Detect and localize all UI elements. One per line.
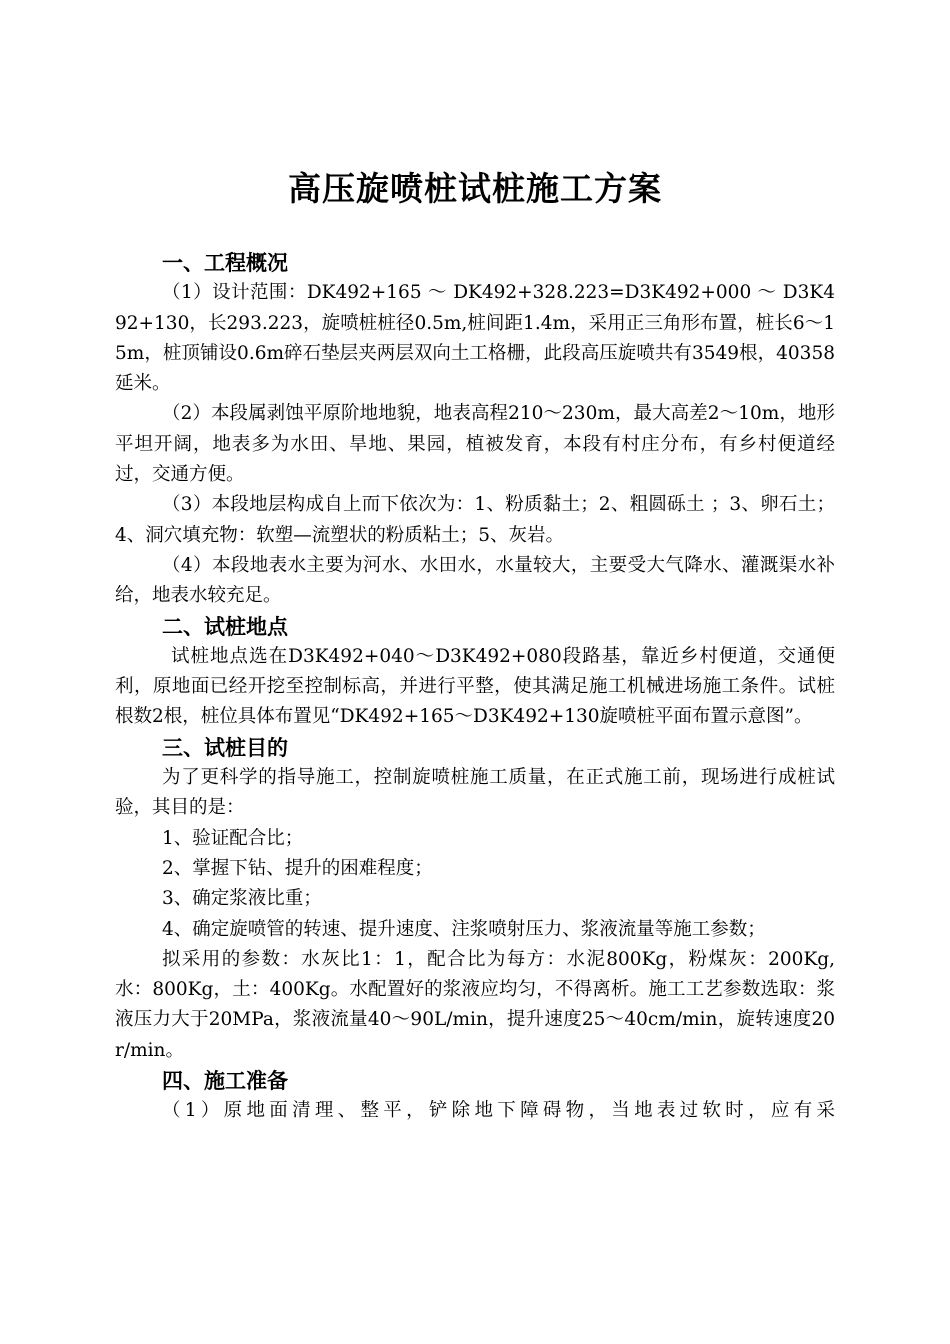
purpose-item-3: 3、确定浆液比重； (162, 888, 322, 910)
purpose-item-4: 4、确定旋喷管的转速、提升速度、注浆喷射压力、浆液流量等施工参数； (162, 918, 766, 940)
document-title: 高压旋喷桩试桩施工方案 (288, 169, 662, 208)
document-body (115, 248, 835, 1127)
purpose-item-2: 2、掌握下钻、提升的困难程度； (162, 857, 433, 879)
overview-paragraph-2: （2）本段属剥蚀平原阶地地貌，地表高程210～230m，最大高差2～10m，地形平坦开阔，地表多为水田、旱地、果园，植被发育，本段有村庄分布，有乡村便道经过，交通方便。 (115, 403, 835, 486)
parameters-paragraph: 拟采用的参数：水灰比1：1，配合比为每方：水泥800Kg，粉煤灰：200Kg, 水：800Kg，土：400Kg。水配置好的浆液应均匀，不得离析。施工工艺参数选取：浆液压力大于20MPa，浆液流量40～90L/min，提升速度25～40cm/min，旋转速度20r/min。 (115, 948, 835, 1061)
section-heading-preparation: 四、施工准备 (162, 1069, 288, 1094)
test-site-paragraph: 试桩地点选在D3K492+040～D3K492+080段路基，靠近乡村便道，交通便利，原地面已经开挖至控制标高，并进行平整，使其满足施工机械进场施工条件。试桩根数2根，桩位具体布置见“DK492+165～D3K492+130旋喷桩平面布置示意图”。 (115, 645, 835, 728)
section-heading-test-purpose: 三、试桩目的 (162, 735, 288, 760)
purpose-item-1: 1、验证配合比； (162, 827, 304, 849)
section-heading-test-site: 二、试桩地点 (162, 614, 288, 639)
overview-paragraph-1: （1）设计范围：DK492+165 ～ DK492+328.223=D3K492+000 ～ D3K492+130，长293.223，旋喷桩桩径0.5m,桩间距1.4m，采用正三角形布置，桩长6～15m，桩顶铺设0.6m碎石垫层夹两层双向土工格栅，此段高压旋喷共有3549根，40358延米。 (115, 282, 835, 395)
section-heading-overview: 一、工程概况 (162, 251, 288, 275)
preparation-paragraph-1: （1）原地面清理、整平，铲除地下障碍物，当地表过软时，应有采 (162, 1100, 835, 1122)
purpose-intro-paragraph: 为了更科学的指导施工，控制旋喷桩施工质量，在正式施工前，现场进行成桩试验，其目的是： (115, 767, 835, 819)
overview-paragraph-3: （3）本段地层构成自上而下依次为：1、粉质黏土；2、粗圆砾土 ；3、卵石土；4、洞穴填充物：软塑—流塑状的粉质粘土；5、灰岩。 (115, 494, 835, 546)
overview-paragraph-4: （4）本段地表水主要为河水、水田水，水量较大，主要受大气降水、灌溉渠水补给，地表水较充足。 (115, 554, 835, 607)
